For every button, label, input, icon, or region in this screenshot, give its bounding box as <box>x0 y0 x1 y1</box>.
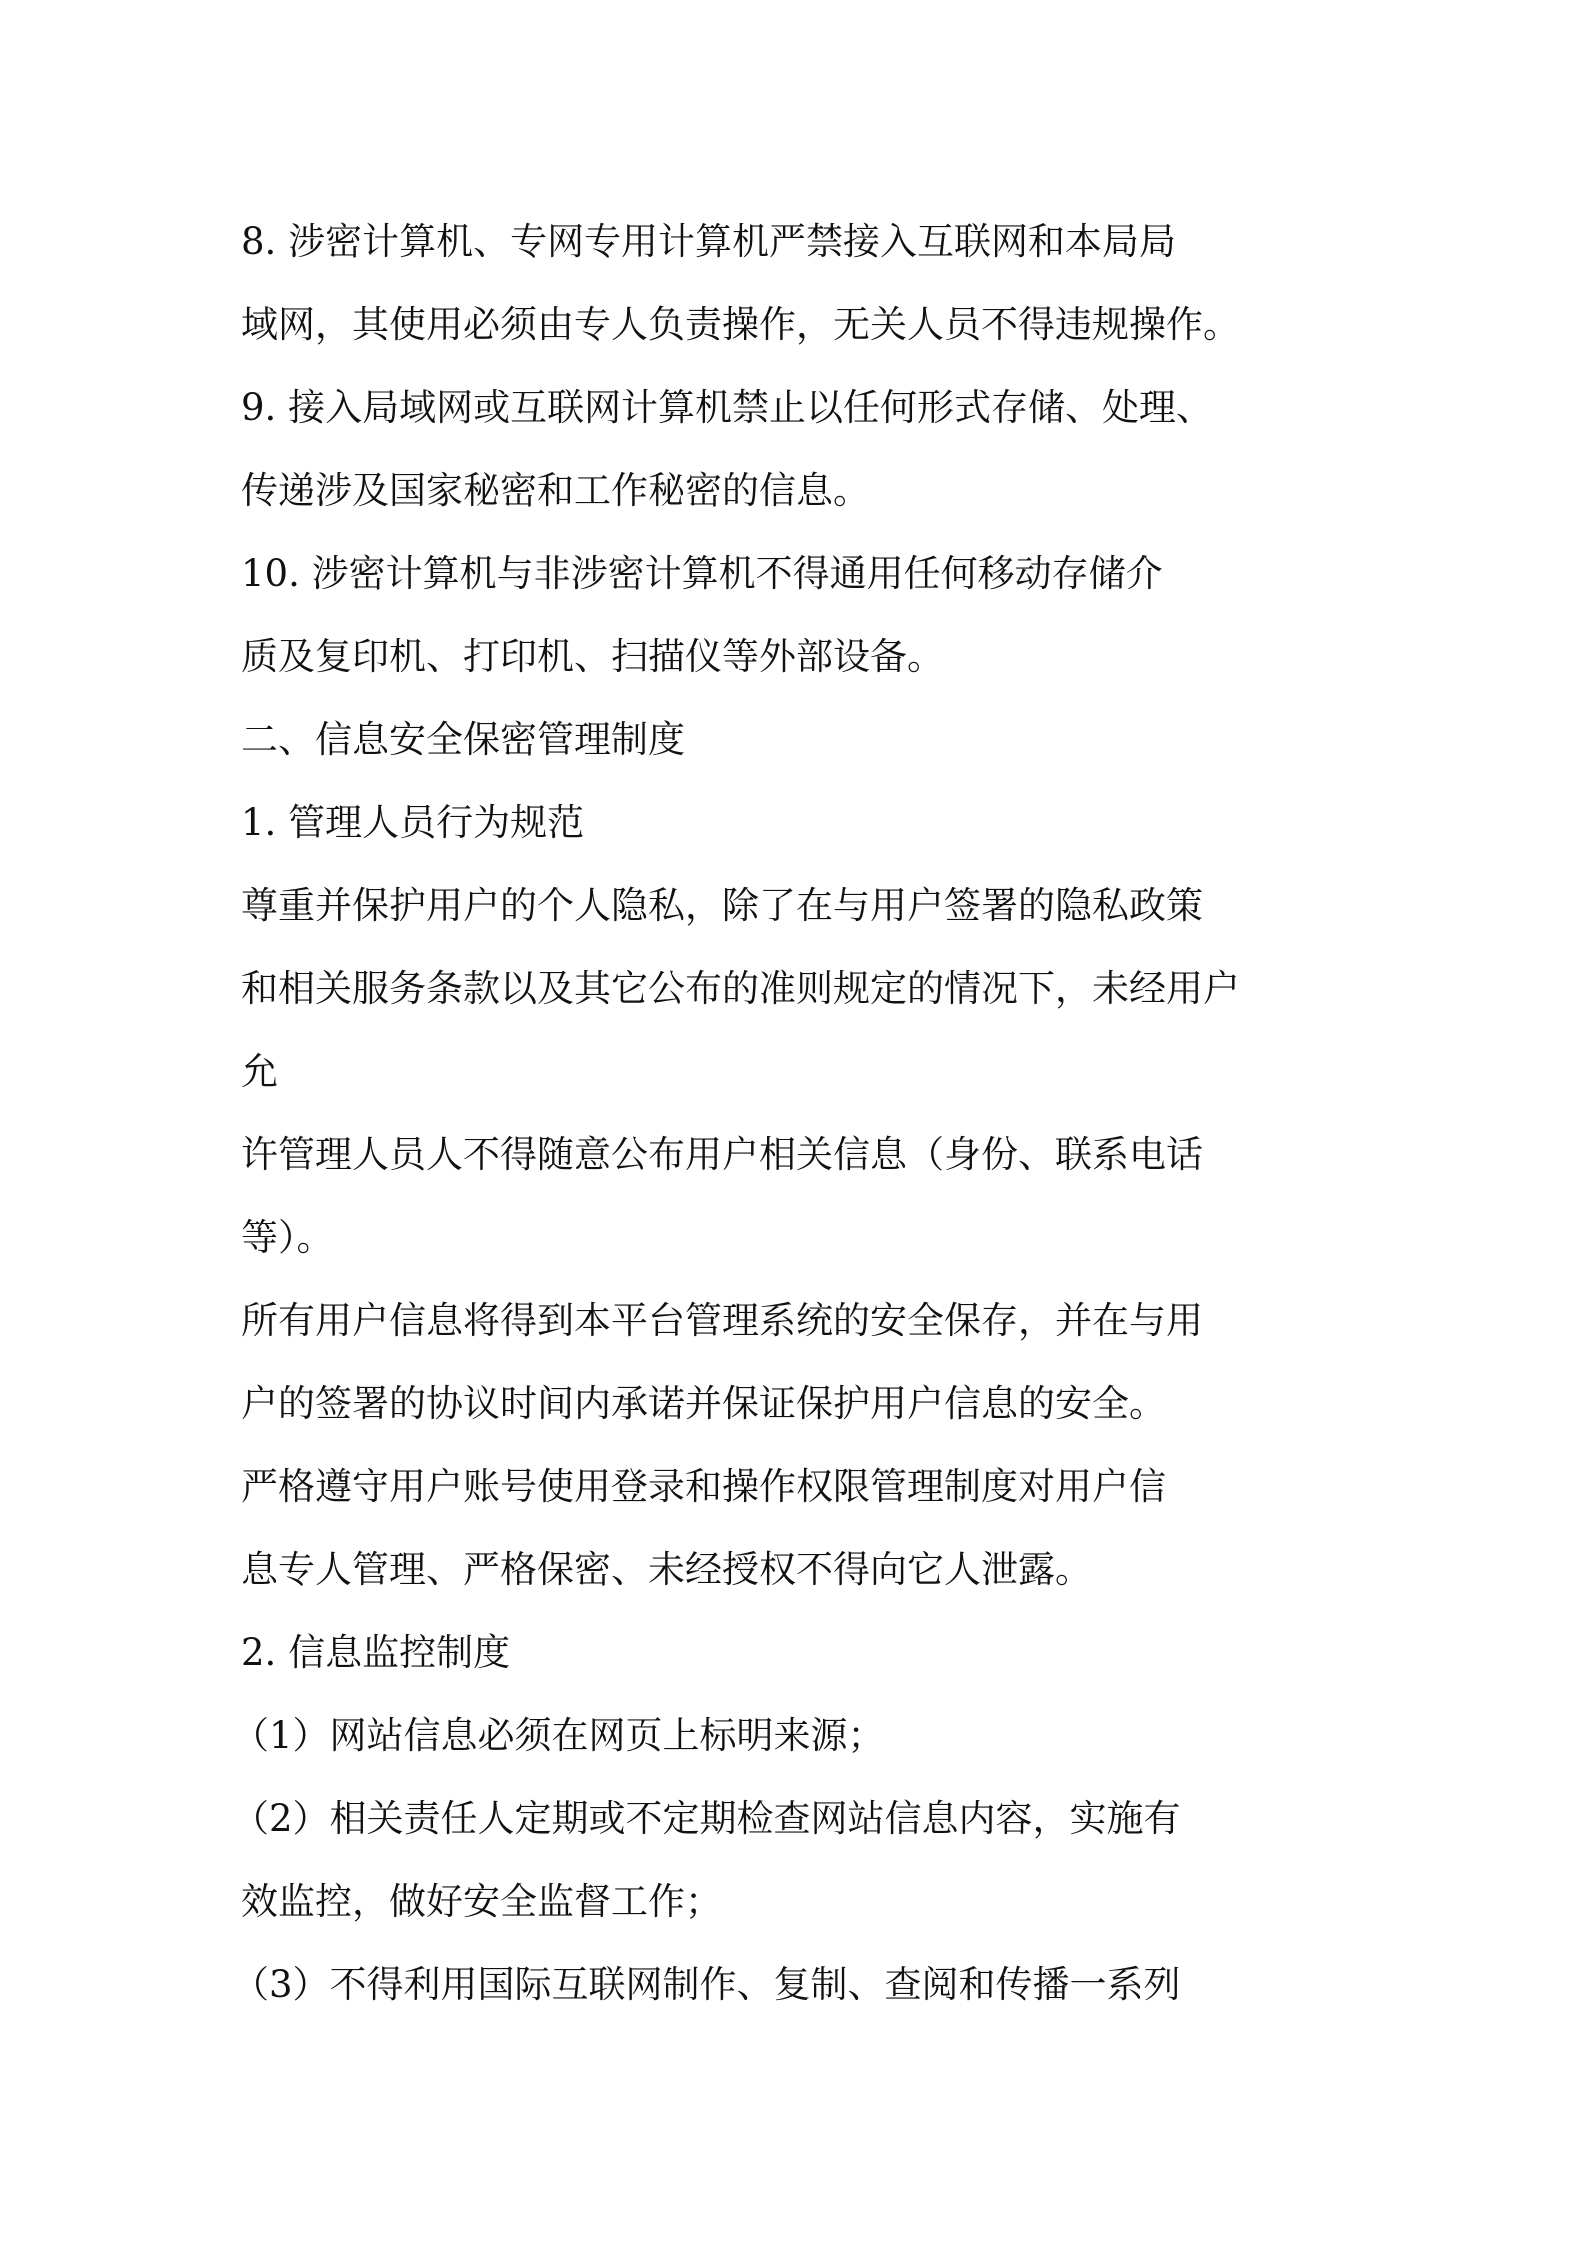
paragraph-line: 质及复印机、打印机、扫描仪等外部设备。 <box>241 635 944 678</box>
section-heading: 二、信息安全保密管理制度 <box>241 718 685 761</box>
paragraph-line: 域网，其使用必须由专人负责操作，无关人员不得违规操作。 <box>241 303 1240 346</box>
paragraph-line-item-10: 10. 涉密计算机与非涉密计算机不得通用任何移动存储介 <box>241 552 1163 595</box>
paragraph-line: 所有用户信息将得到本平台管理系统的安全保存，并在与用 <box>241 1299 1203 1342</box>
paragraph-line: 尊重并保护用户的个人隐私，除了在与用户签署的隐私政策 <box>241 884 1203 927</box>
paragraph-line: 息专人管理、严格保密、未经授权不得向它人泄露。 <box>241 1548 1092 1591</box>
paragraph-line-item-9: 9. 接入局域网或互联网计算机禁止以任何形式存储、处理、 <box>241 386 1214 429</box>
paragraph-line: 效监控，做好安全监督工作； <box>241 1880 722 1923</box>
subsection-heading-2: 2. 信息监控制度 <box>241 1631 511 1674</box>
paragraph-line: 等）。 <box>241 1216 334 1259</box>
paragraph-line: 传递涉及国家秘密和工作秘密的信息。 <box>241 469 870 512</box>
paragraph-line: 户的签署的协议时间内承诺并保证保护用户信息的安全。 <box>241 1382 1166 1425</box>
paragraph-line: 允 <box>241 1050 278 1093</box>
paragraph-line: 严格遵守用户账号使用登录和操作权限管理制度对用户信 <box>241 1465 1166 1508</box>
list-item-1: （1）网站信息必须在网页上标明来源； <box>232 1714 885 1757</box>
paragraph-line: 许管理人员人不得随意公布用户相关信息（身份、联系电话 <box>241 1133 1203 1176</box>
list-item-2: （2）相关责任人定期或不定期检查网站信息内容，实施有 <box>232 1797 1181 1840</box>
subsection-heading-1: 1. 管理人员行为规范 <box>241 801 585 844</box>
paragraph-line: 和相关服务条款以及其它公布的准则规定的情况下，未经用户 <box>241 967 1240 1010</box>
list-item-3: （3）不得利用国际互联网制作、复制、查阅和传播一系列 <box>232 1963 1181 2006</box>
paragraph-line-item-8: 8. 涉密计算机、专网专用计算机严禁接入互联网和本局局 <box>241 220 1177 263</box>
